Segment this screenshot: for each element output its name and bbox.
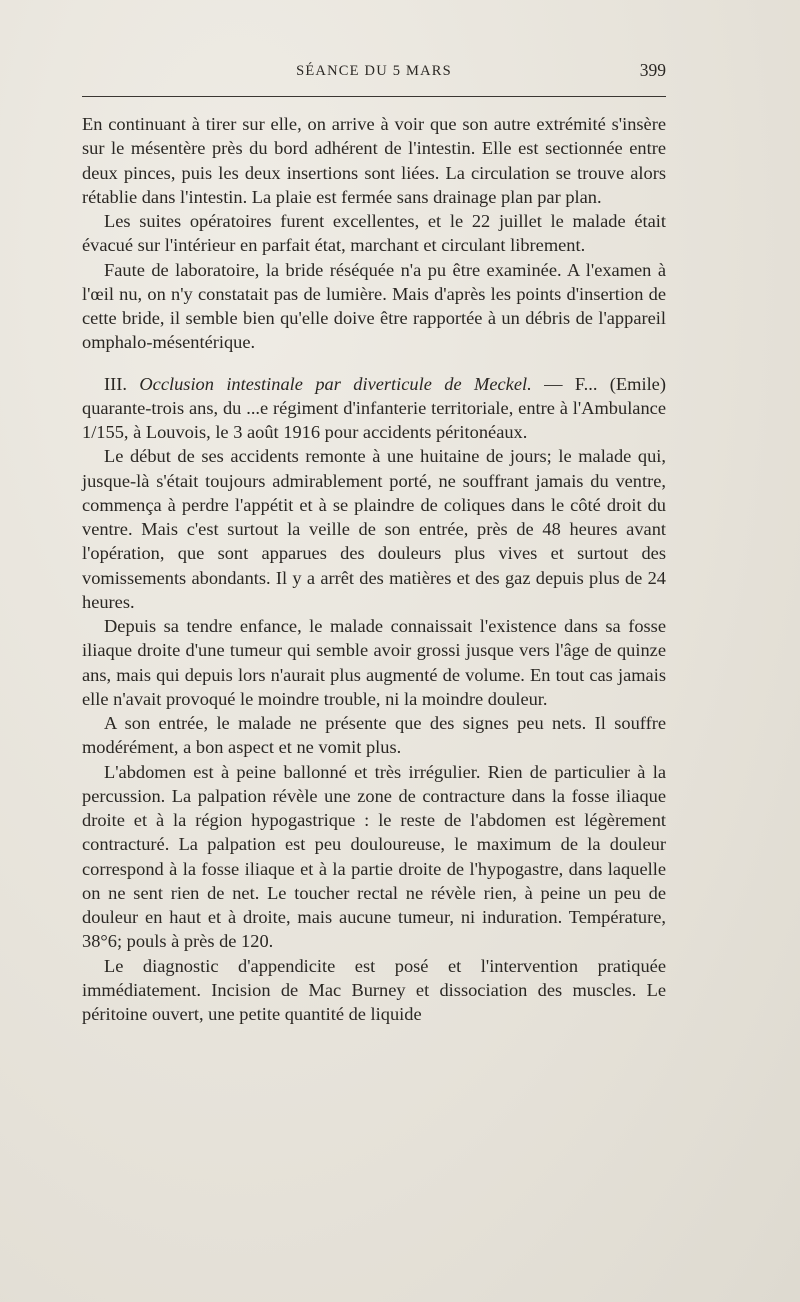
case-heading-paragraph (82, 372, 666, 445)
paragraph: Les suites opératoires furent excellentes, et le 22 juillet le malade était évacué sur l'intérieur en parfait état, marchant et circulant librement. (82, 211, 666, 256)
case-title: Occlusion intestinale par diverticule de Meckel. (139, 373, 532, 394)
page-number: 399 (639, 60, 666, 80)
paragraph: Le diagnostic d'appendicite est posé et l'intervention pratiquée immédiatement. Incision de Mac Burney et dissociation des muscles. Le péritoine ouvert, une petite quantité de liquide (82, 955, 666, 1024)
body-text (82, 112, 666, 1026)
paragraph: En continuant à tirer sur elle, on arrive à voir que son autre extrémité s'insère sur le mésentère près du bord adhérent de l'intestin. Elle est sectionnée entre deux pinces, puis les deux insertions sont liées. La circulation se trouve alors rétablie dans l'intestin. La plaie est fermée sans drainage plan par plan. (82, 114, 666, 207)
paragraph: Faute de laboratoire, la bride réséquée n'a pu être examinée. A l'examen à l'œil nu, on n'y constatait pas de lumière. Mais d'après les points d'insertion de cette bride, il semble bien qu'elle doive être rapportée à un débris de l'appareil omphalo-mésentérique. (82, 259, 666, 353)
paragraph: A son entrée, le malade ne présente que des signes peu nets. Il souffre modérément, a bon aspect et ne vomit plus. (82, 713, 666, 758)
header-rule (82, 96, 666, 97)
page-header (82, 60, 666, 86)
running-title: SÉANCE DU 5 MARS (296, 63, 452, 79)
paragraph: Depuis sa tendre enfance, le malade connaissait l'existence dans sa fosse iliaque droite d'une tumeur qui semble avoir grossi jusque vers l'âge de quinze ans, mais qui depuis lors n'aurait plus augmenté de volume. En tout cas jamais elle n'avait provoqué le moindre trouble, ni la moindre douleur. (82, 616, 666, 709)
paragraph: Le début de ses accidents remonte à une huitaine de jours; le malade qui, jusque-là s'était toujours admirablement porté, ne souffrant jamais du ventre, commença à perdre l'appétit et à se plaindre de coliques dans le côté droit du ventre. Mais c'est surtout la veille de son entrée, près de 48 heures avant l'opération, que sont apparues des douleurs plus vives et surtout des vomissements abondants. Il y a arrêt des matières et des gaz depuis plus de 24 heures. (82, 446, 666, 612)
paragraph: L'abdomen est à peine ballonné et très irrégulier. Rien de particulier à la percussion. La palpation révèle une zone de contracture dans la fosse iliaque droite et à la région hypogastrique : le reste de l'abdomen est légèrement contracturé. La palpation est peu douloureuse, le maximum de la douleur correspond à la fosse iliaque et à la partie droite de l'hypogastre, dans laquelle on ne sent rien de net. Le toucher rectal ne révèle rien, à peine un peu de douleur en haut et à droite, mais aucune tumeur, ni induration. Température, 38°6; pouls à près de 120. (82, 761, 666, 952)
case-intro: — F... (Emile) quarante-trois ans, du ...e régiment d'infanterie territoriale, entre à l'Ambulance 1/155, à Louvois, le 3 août 1916 pour accidents péritonéaux. (82, 373, 666, 442)
case-number: III. (104, 373, 127, 394)
